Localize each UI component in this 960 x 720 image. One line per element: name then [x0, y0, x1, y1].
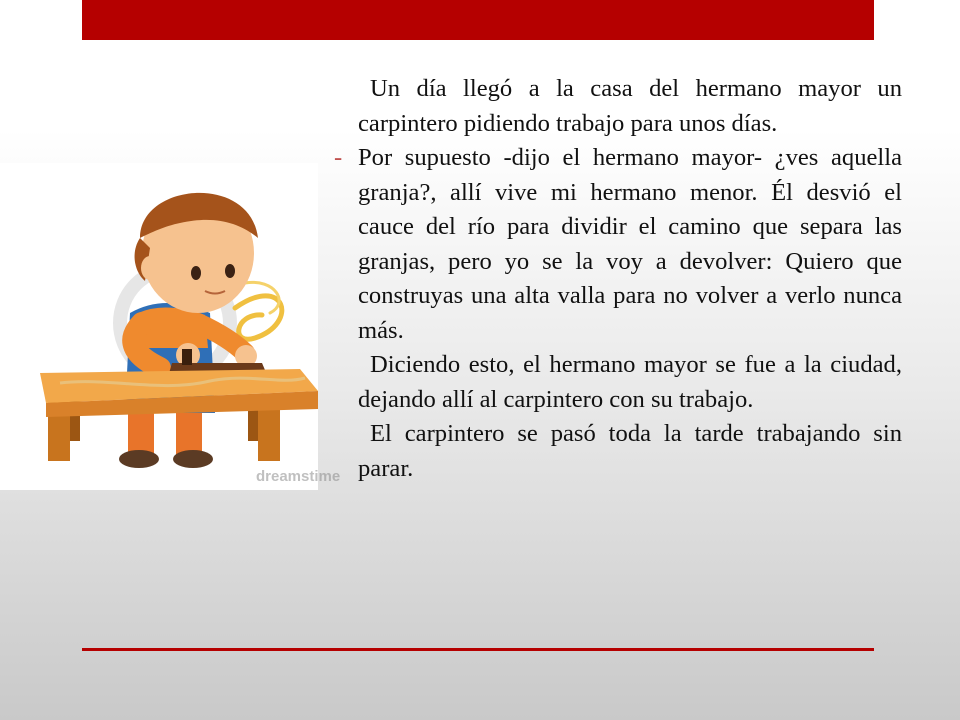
paragraph-4: El carpintero se pasó toda la tarde trabajando sin parar.	[358, 420, 902, 482]
image-watermark: dreamstime	[256, 468, 341, 485]
paragraph-2-text: Por supuesto -dijo el hermano mayor- ¿ves aquella granja?, allí vive mi hermano menor. Él desvió el cauce del río para dividir el camino que separa las granjas, pero yo se la voy a devolver: Quiero que construyas una alta valla para no volver a verlo nunca más.	[358, 144, 902, 344]
paragraph-1: Un día llegó a la casa del hermano mayor un carpintero pidiendo trabajo para unos días.	[358, 75, 902, 137]
bottom-accent-rule	[82, 648, 874, 651]
carpenter-illustration	[0, 163, 318, 490]
slide-body-text	[334, 72, 902, 486]
top-accent-bar	[82, 0, 874, 40]
paragraph-2	[334, 141, 902, 348]
paragraph-3: Diciendo esto, el hermano mayor se fue a la ciudad, dejando allí al carpintero con su trabajo.	[358, 351, 902, 413]
dash-bullet: -	[334, 144, 343, 171]
carpenter-drawing	[0, 163, 318, 490]
